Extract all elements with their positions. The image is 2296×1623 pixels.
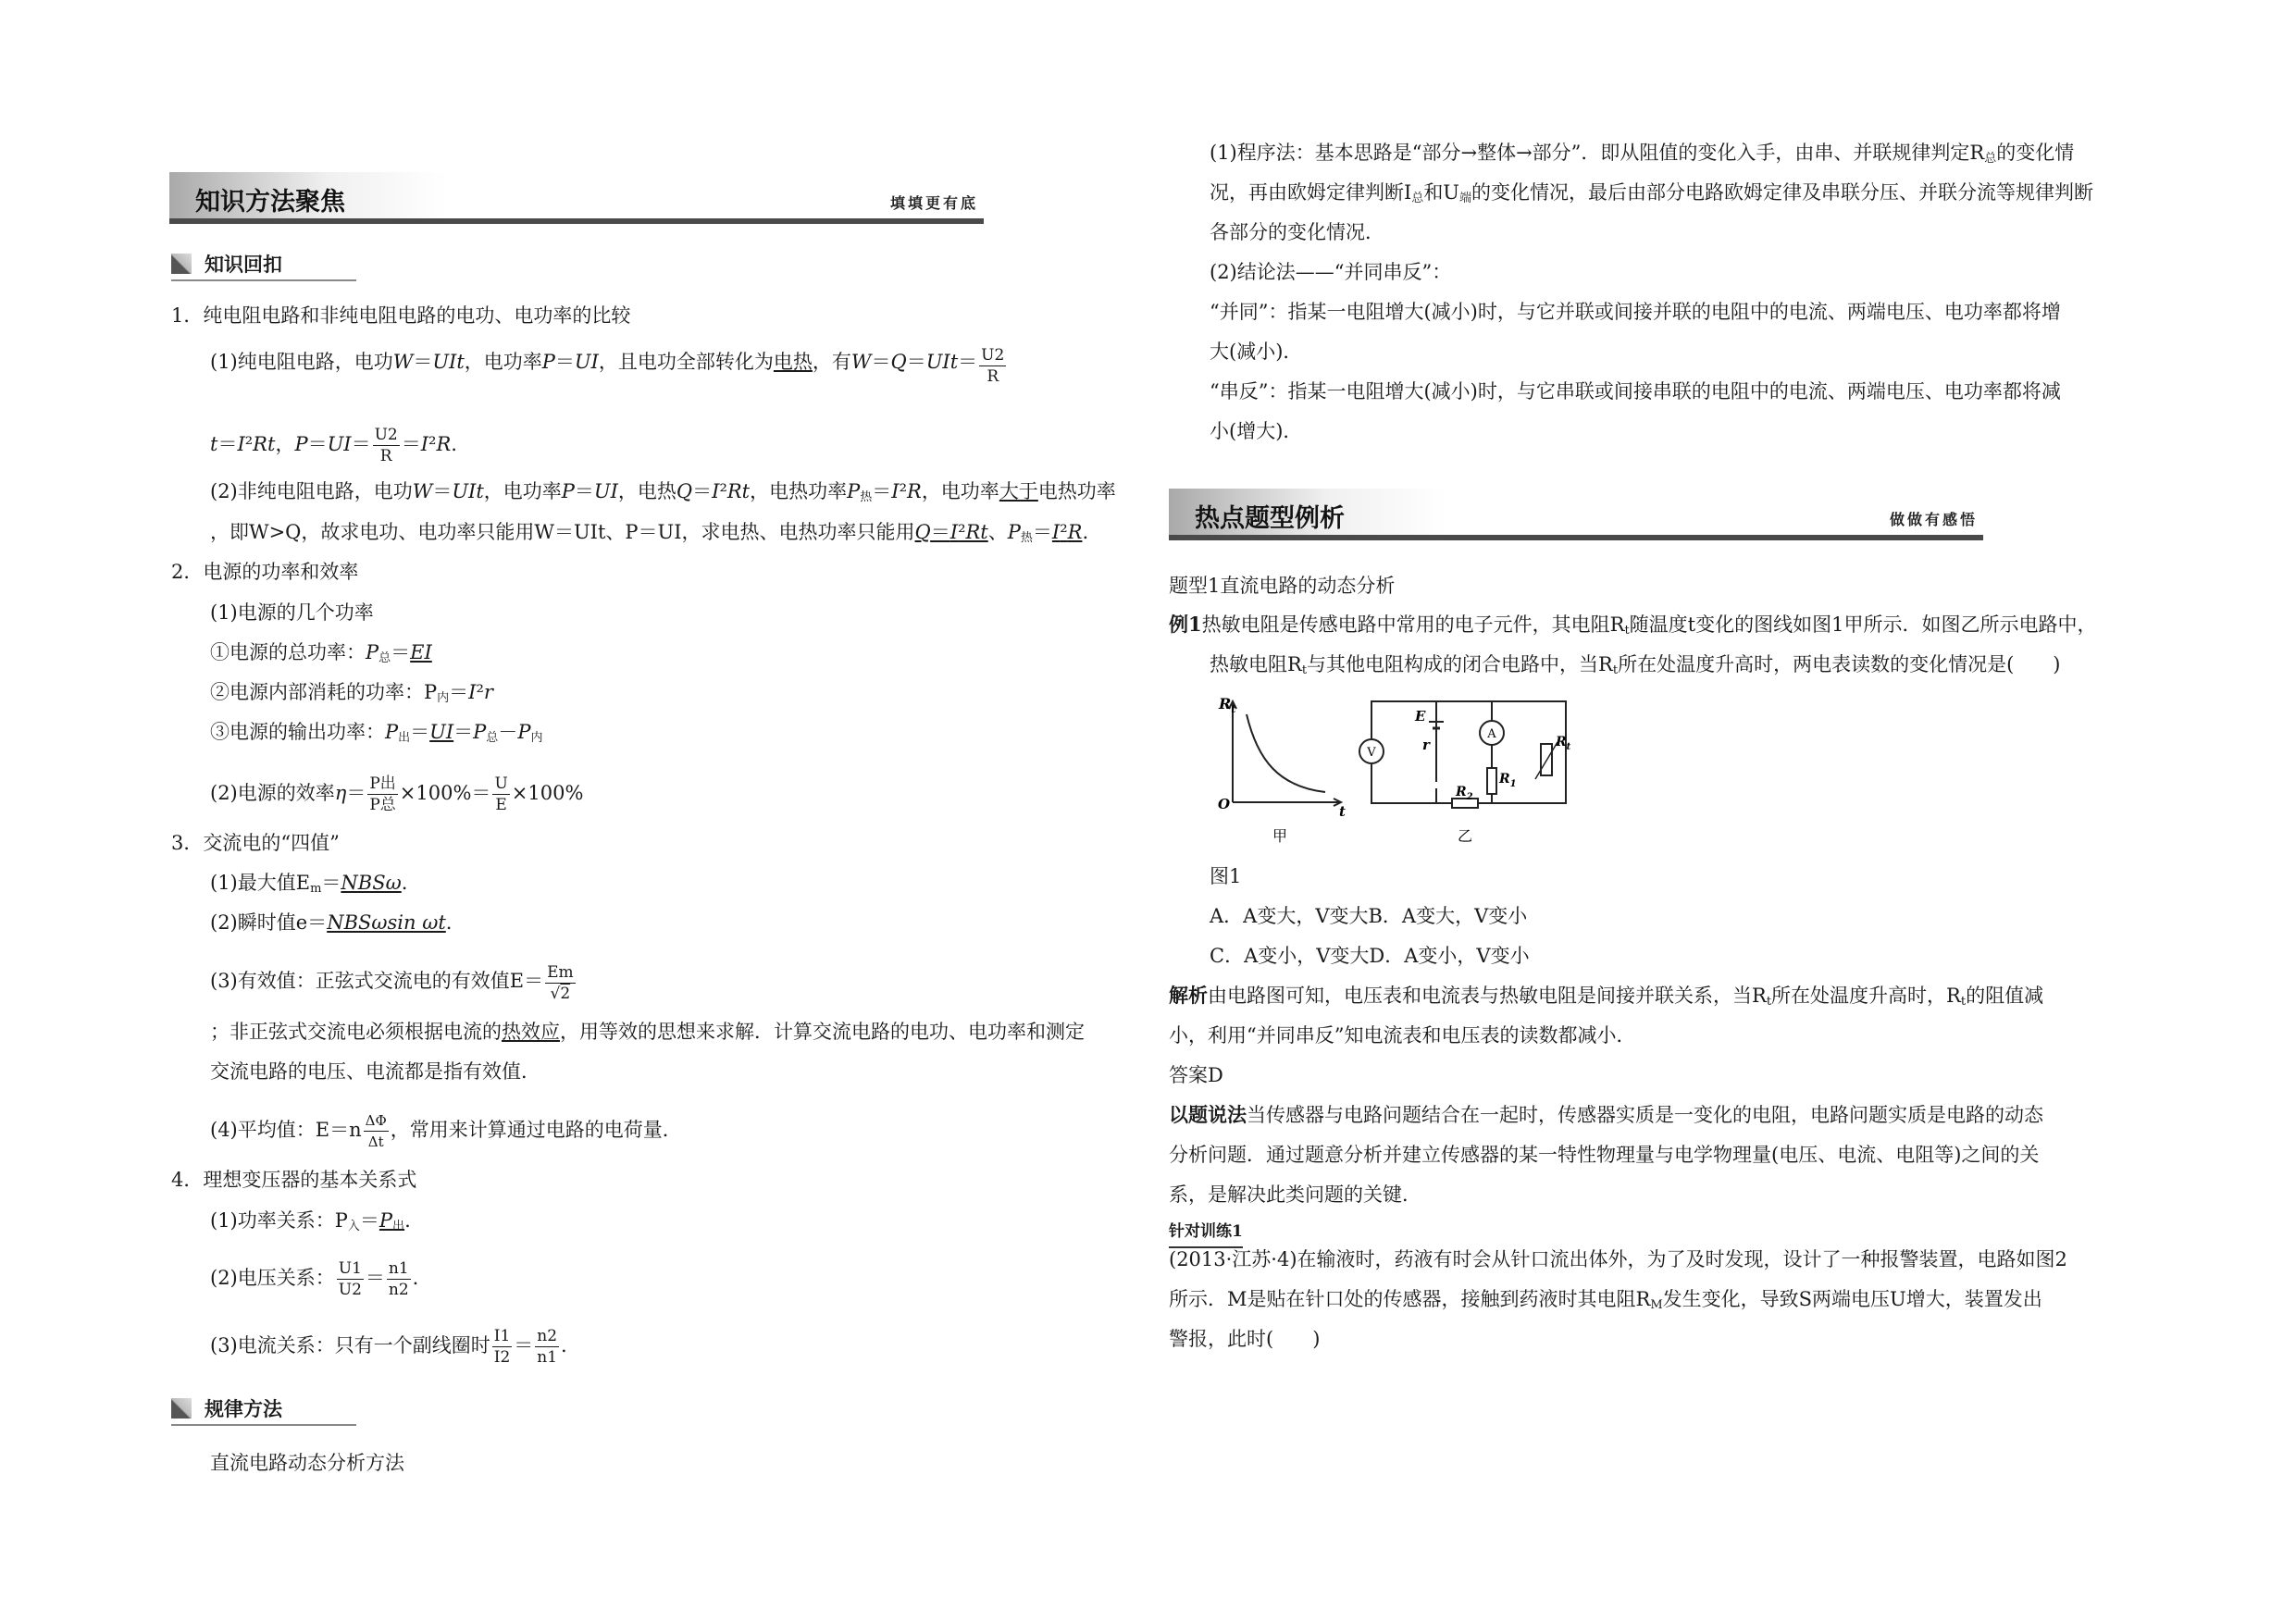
fraction: $\frac{\text{P出}}{\text{P总}}$: [369, 774, 396, 814]
section-marker-icon: [171, 254, 192, 274]
graph-jia: [1229, 701, 1341, 806]
lesson-line1: 以题说法当传感器与电路问题结合在一起时，传感器实质是一变化的电阻，电路问题实质是电路的动态: [1169, 1103, 2043, 1126]
item-3-3-cont2: 交流电路的电压、电流都是指有效值．: [210, 1060, 540, 1083]
section-header-hot-topics: [1169, 489, 1983, 540]
conclusion-method-line: (2)结论法——“并同串反”：: [1210, 261, 1452, 283]
item-2-1c: ③电源的输出功率：$P_出=UI=P_总-P_内$: [210, 721, 543, 745]
subheading-knowledge-review: 知识回扣: [171, 248, 356, 281]
answer: 答案D: [1169, 1064, 1223, 1086]
procedure-method-line3: 各部分的变化情况．: [1210, 221, 1384, 243]
fraction: $\frac{\Delta\Phi}{\Delta t}$: [365, 1112, 387, 1150]
item-3-4: (4)平均值：E＝n $\frac{\Delta\Phi}{\Delta t}$ ，常用来计算通过电路的电荷量．: [210, 1112, 682, 1150]
section-title: 知识方法聚焦: [195, 188, 345, 217]
fraction: $\frac{U1}{U2}$: [338, 1259, 362, 1299]
svg-text:A: A: [1487, 727, 1496, 741]
item-3-2: (2)瞬时值e＝NBSωsin ωt.: [210, 911, 453, 934]
item-2-2: (2)电源的效率η＝ $\frac{\text{P出}}{\text{P总}}$ ×100%＝ $\frac{U}{E}$ ×100%: [210, 774, 584, 814]
item-4-2: (2)电压关系： $\frac{U1}{U2}$ ＝ $\frac{n1}{n2}$ .: [210, 1259, 419, 1299]
emf-label: E: [1415, 708, 1426, 725]
training-line1: (2013·江苏·4)在输液时，药液有时会从针口流出体外，为了及时发现，设计了一种报警装置，电路如图2: [1169, 1248, 2067, 1270]
item-2-1a: ①电源的总功率：$P_总=EI$: [210, 641, 432, 665]
graph-x-label: t: [1339, 803, 1346, 820]
analysis-line1: 解析由电路图可知，电压表和电流表与热敏电阻是间接并联关系，当$R_t$所在处温度升高时，$R_t$的阻值减: [1169, 984, 2044, 1009]
procedure-method-line1: (1)程序法：基本思路是“部分→整体→部分”．即从阻值的变化入手，由串、并联规律判定$R_总$的变化情: [1210, 142, 2075, 166]
method-line: 直流电路动态分析方法: [210, 1452, 404, 1474]
fraction: $\frac{n1}{n2}$: [388, 1259, 409, 1299]
circuit-caption-yi: 乙: [1458, 827, 1473, 845]
resistor-rt-label: $R_t$: [1556, 735, 1571, 752]
graph-caption-jia: 甲: [1272, 827, 1288, 845]
internal-resistance-label: r: [1422, 737, 1430, 753]
item-3-1: (1)最大值$E_m=NBS\omega$.: [210, 872, 408, 896]
section-subtitle: 做做有感悟: [1889, 511, 1978, 528]
item-1-1: (1)纯电阻电路，电功W＝UIt，电功率P＝UI，且电功全部转化为电热，有W＝Q＝UIt＝ $\frac{U2}{R}$: [210, 346, 1005, 386]
parallel-same-line1: “并同”：指某一电阻增大(减小)时，与它并联或间接并联的电阻中的电流、两端电压、电功率都将增: [1210, 301, 2061, 323]
series-opposite-line1: “串反”：指某一电阻增大(减小)时，与它串联或间接串联的电阻中的电流、两端电压、电功率都将减: [1210, 380, 2061, 403]
training-line3: 警报，此时( ): [1169, 1328, 1321, 1350]
lesson-line3: 系，是解决此类问题的关键．: [1169, 1183, 1421, 1206]
example-1-line1: 例1热敏电阻是传感电路中常用的电子元件，其电阻$R_t$随温度t变化的图线如图1甲所示．如图乙所示电路中，: [1169, 613, 2097, 638]
svg-text:V: V: [1367, 746, 1376, 760]
section-marker-icon: [171, 1398, 192, 1419]
figure-1: [1210, 696, 1617, 853]
analysis-line2: 小，利用“并同串反”知电流表和电压表的读数都减小．: [1169, 1024, 1636, 1047]
fraction: $\frac{Em}{√2}$: [547, 963, 574, 1003]
subheading-rules-methods: 规律方法: [171, 1393, 356, 1426]
heading-1: 1．纯电阻电路和非纯电阻电路的电功、电功率的比较: [171, 304, 631, 327]
heading-2: 2．电源的功率和效率: [171, 561, 359, 583]
graph-y-label: $R_t$: [1219, 696, 1236, 715]
series-opposite-line2: 小(增大)．: [1210, 420, 1303, 442]
item-1-2-cont: ，即W>Q，故求电功、电功率只能用W＝UIt、P＝UI，求电热、电热功率只能用Q＝I²Rt、$P_热=I^2R$.: [210, 521, 1089, 545]
item-3-3-cont: ；非正弦式交流电必须根据电流的热效应，用等效的思想来求解．计算交流电路的电功、电功率和测定: [210, 1021, 1085, 1043]
parallel-same-line2: 大(减小)．: [1210, 341, 1303, 363]
section-header-knowledge: [169, 172, 984, 224]
fraction: $\frac{U2}{R}$: [981, 346, 1005, 386]
item-2-1b: ②电源内部消耗的功率：$P_内=I^2r$: [210, 681, 493, 705]
section-title: 热点题型例析: [1195, 504, 1345, 533]
item-1-2: (2)非纯电阻电路，电功W＝UIt，电功率P＝UI，电热Q＝I²Rt，电热功率$P_热=I^2R$，电功率大于电热功率: [210, 480, 1116, 504]
item-3-3: (3)有效值：正弦式交流电的有效值E＝ $\frac{Em}{√2}$: [210, 963, 574, 1003]
fraction: $\frac{I1}{I2}$: [493, 1327, 511, 1367]
procedure-method-line2: 况，再由欧姆定律判断$I_总$和$U_端$的变化情况，最后由部分电路欧姆定律及串联分压、并联分流等规律判断: [1210, 181, 2094, 205]
training-tag: 针对训练1: [1169, 1218, 1243, 1248]
resistor-r2-label: $R_2$: [1456, 785, 1473, 802]
figure-caption: 图1: [1210, 865, 1242, 887]
graph-origin-label: O: [1218, 796, 1231, 812]
fraction: $\frac{n2}{n1}$: [537, 1327, 558, 1367]
options-cd: C．A变小，V变大D．A变小，V变小: [1210, 945, 1530, 967]
fraction: $\frac{U2}{R}$: [374, 426, 398, 465]
lesson-line2: 分析问题．通过题意分析并建立传感器的某一特性物理量与电学物理量(电压、电流、电阻等)之间的关: [1169, 1144, 2040, 1166]
training-line2: 所示．M是贴在针口处的传感器，接触到药液时其电阻$R_M$发生变化，导致S两端电压U增大，装置发出: [1169, 1288, 2042, 1312]
question-type-title: 题型1直流电路的动态分析: [1169, 575, 1396, 597]
options-ab: A．A变大，V变大B．A变大，V变小: [1210, 905, 1528, 927]
fraction: $\frac{U}{E}$: [494, 774, 508, 814]
heading-3: 3．交流电的“四值”: [171, 832, 340, 854]
resistor-r1-label: $R_1$: [1499, 772, 1517, 789]
item-2-1: (1)电源的几个功率: [210, 601, 374, 624]
heading-4: 4．理想变压器的基本关系式: [171, 1169, 417, 1191]
item-1-1-cont: t＝I²Rt，P＝UI＝ $\frac{U2}{R}$ ＝I²R.: [210, 426, 457, 465]
item-4-1: (1)功率关系：$P_入=P_出$.: [210, 1209, 411, 1233]
section-subtitle: 填填更有底: [889, 194, 978, 212]
item-4-3: (3)电流关系：只有一个副线圈时 $\frac{I1}{I2}$ ＝ $\frac{n2}{n1}$ .: [210, 1327, 567, 1367]
example-1-line2: 热敏电阻$R_t$与其他电阻构成的闭合电路中，当$R_t$所在处温度升高时，两电表读数的变化情况是( ): [1210, 653, 2061, 677]
